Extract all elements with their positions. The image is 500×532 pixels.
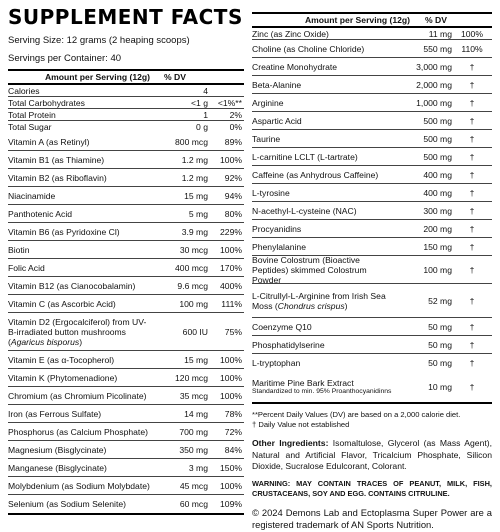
- right-nutrient-row: [252, 130, 492, 148]
- left-panel: [8, 4, 244, 515]
- nutrient-name: Manganese (Bisglycinate): [8, 462, 107, 473]
- nutrient-dv: 75%: [224, 326, 242, 337]
- nutrient-name: Total Carbohydrates: [8, 97, 85, 108]
- nutrient-dv: †: [469, 205, 475, 216]
- nutrient-dv: 111%: [221, 298, 242, 309]
- left-facts-table: [8, 69, 244, 515]
- left-nutrient-row: [8, 169, 244, 187]
- right-nutrient-row: [252, 76, 492, 94]
- nutrient-amount: 50 mg: [428, 358, 452, 368]
- nutrient-amount: 50 mg: [428, 321, 452, 332]
- dv-footnote: **Percent Daily Values (DV) are based on a 2,000 calorie diet.: [252, 410, 461, 419]
- nutrient-amount: 3.9 mg: [181, 226, 208, 237]
- nutrient-amount: 9.6 mcg: [177, 280, 208, 291]
- left-nutrient-row: [8, 277, 244, 295]
- left-nutrient-list: [8, 133, 244, 513]
- left-nutrient-row: [8, 495, 244, 513]
- nutrient-dv: 78%: [224, 408, 242, 419]
- nutrient-name: Phosphorus (as Calcium Phosphate): [8, 426, 148, 437]
- nutrient-amount: 11 mg: [428, 28, 452, 39]
- allergen-warning: WARNING: MAY CONTAIN TRACES OF PEANUT, MILK, FISH, CRUSTACEANS, SOY AND EGG. CONTAINS CITRULINE.: [252, 478, 492, 498]
- nutrient-amount: 3 mg: [188, 462, 208, 473]
- other-ingredients: [252, 438, 492, 473]
- servings-per-container: Servings per Container: 40: [8, 53, 122, 64]
- pine-bark-dv: †: [469, 382, 475, 392]
- nutrient-amount: 4: [203, 85, 208, 96]
- nutrient-dv: †: [469, 358, 475, 368]
- nutrient-amount: 1.2 mg: [181, 172, 208, 183]
- nutrient-amount: 550 mg: [423, 43, 452, 54]
- left-nutrient-row: [8, 387, 244, 405]
- nutrient-amount: 2,000 mg: [416, 79, 452, 90]
- nutrient-dv: †: [469, 97, 475, 108]
- nutrient-name: Chromium (as Chromium Picolinate): [8, 390, 147, 401]
- nutrient-amount: 800 mcg: [175, 136, 208, 147]
- nutrient-dv: †: [469, 339, 475, 350]
- nutrient-name: L-tyrosine: [252, 187, 290, 198]
- nutrient-name: Zinc (as Zinc Oxide): [252, 28, 329, 39]
- nutrient-amount: 15 mg: [184, 354, 208, 365]
- left-nutrient-row: [8, 313, 244, 351]
- nutrient-amount: 200 mg: [423, 223, 452, 234]
- nutrient-name: Vitamin B1 (as Thiamine): [8, 154, 105, 165]
- nutrient-dv: 400%: [220, 280, 242, 291]
- right-nutrient-row: [252, 40, 492, 58]
- nutrient-amount: 3,000 mg: [416, 61, 452, 72]
- nutrient-dv: 150%: [220, 462, 242, 473]
- nutrient-amount: 60 mcg: [179, 499, 208, 509]
- dv-header: % DV: [164, 72, 186, 82]
- nutrient-name: Niacinamide: [8, 190, 56, 201]
- left-nutrient-row: [8, 133, 244, 151]
- right-nutrient-row: [252, 112, 492, 130]
- nutrient-amount: 35 mcg: [179, 390, 208, 401]
- left-nutrient-row: [8, 405, 244, 423]
- nutrient-name: Vitamin C (as Ascorbic Acid): [8, 298, 116, 309]
- nutrient-amount: 400 mg: [423, 187, 452, 198]
- macro-row: [8, 109, 244, 121]
- left-nutrient-row: [8, 151, 244, 169]
- nutrient-dv: 72%: [224, 426, 242, 437]
- right-nutrient-row: [252, 166, 492, 184]
- label-title: SUPPLEMENT FACTS: [8, 5, 243, 29]
- right-nutrient-row: [252, 284, 492, 318]
- nutrient-name: Panthotenic Acid: [8, 208, 73, 219]
- dv-header: % DV: [425, 15, 447, 25]
- nutrient-amount: 100 mg: [423, 264, 452, 275]
- right-nutrient-row: [252, 256, 492, 284]
- nutrient-dv: 89%: [224, 136, 242, 147]
- right-nutrient-row: [252, 336, 492, 354]
- right-panel: [252, 4, 492, 532]
- nutrient-dv: †: [469, 115, 475, 126]
- nutrient-name: Bovine Colostrum (Bioactive Peptides) skimmed Colostrum Powder: [252, 254, 367, 285]
- nutrient-dv: 2%: [229, 109, 242, 120]
- nutrient-name: L-carnitine LCLT (L-tartrate): [252, 151, 358, 162]
- nutrient-dv: 100%: [220, 480, 242, 491]
- nutrient-amount: 400 mg: [423, 169, 452, 180]
- nutrient-dv: †: [469, 223, 475, 234]
- left-nutrient-row: [8, 295, 244, 313]
- pine-bark-name: [252, 378, 396, 396]
- nutrient-dv: †: [469, 61, 475, 72]
- nutrient-name: Iron (as Ferrous Sulfate): [8, 408, 102, 419]
- nutrient-name: Arginine: [252, 97, 284, 108]
- left-nutrient-row: [8, 259, 244, 277]
- right-facts-table: [252, 12, 492, 404]
- nutrient-name: N-acethyl-L-cysteine (NAC): [252, 205, 357, 216]
- nutrient-amount: 30 mcg: [179, 244, 208, 255]
- nutrient-amount: 120 mcg: [175, 372, 208, 383]
- nutrient-dv: 100%: [220, 372, 242, 383]
- pine-bark-row: [252, 372, 492, 402]
- left-nutrient-row: [8, 205, 244, 223]
- nutrient-dv: 229%: [220, 226, 242, 237]
- nutrient-amount: 600 IU: [182, 326, 208, 337]
- left-nutrient-row: [8, 441, 244, 459]
- nutrient-dv: †: [469, 133, 475, 144]
- nutrient-name: Vitamin B12 (as Cianocobalamin): [8, 280, 136, 291]
- right-nutrient-row: [252, 354, 492, 372]
- right-nutrient-row: [252, 220, 492, 238]
- nutrient-dv: †: [469, 295, 475, 306]
- dagger-footnote: † Daily Value not established: [252, 420, 350, 429]
- nutrient-amount: 500 mg: [423, 115, 452, 126]
- serving-size: Serving Size: 12 grams (2 heaping scoops): [8, 35, 190, 46]
- nutrient-dv: †: [469, 241, 475, 252]
- left-nutrient-row: [8, 351, 244, 369]
- copyright-notice: © 2024 Demons Lab and Ectoplasma Super Power are a registered trademark of AN Sports Nutrition.: [252, 506, 492, 530]
- nutrient-dv: 100%: [220, 390, 242, 401]
- nutrient-name: Coenzyme Q10: [252, 321, 312, 332]
- nutrient-name: Selenium (as Sodium Selenite): [8, 499, 126, 509]
- nutrient-name: Vitamin B2 (as Riboflavin): [8, 172, 107, 183]
- nutrient-dv: †: [469, 79, 475, 90]
- pine-bark-title: Maritime Pine Bark Extract: [252, 378, 354, 388]
- nutrient-amount: 700 mg: [179, 426, 208, 437]
- nutrient-name: Phosphatidylserine: [252, 339, 325, 350]
- macro-row: [8, 121, 244, 133]
- left-nutrient-row: [8, 423, 244, 441]
- right-nutrient-list: [252, 28, 492, 372]
- nutrient-name: Creatine Monohydrate: [252, 61, 338, 72]
- nutrient-name: Total Protein: [8, 109, 56, 120]
- nutrient-name: Vitamin D2 (Ergocalciferol) from UV-B-irradiated button mushrooms (Agaricus bisporus): [8, 316, 147, 347]
- nutrient-dv: 100%: [220, 354, 242, 365]
- nutrient-amount: 14 mg: [184, 408, 208, 419]
- nutrient-name: Choline (as Choline Chloride): [252, 43, 365, 54]
- right-nutrient-row: [252, 94, 492, 112]
- pine-bark-amount: 10 mg: [428, 382, 452, 392]
- nutrient-amount: <1 g: [191, 97, 208, 108]
- left-nutrient-row: [8, 241, 244, 259]
- amount-header: Amount per Serving (12g): [44, 72, 150, 82]
- right-nutrient-row: [252, 28, 492, 40]
- macro-row: [8, 97, 244, 109]
- pine-bark-standardization: Standardized to min. 95% Proanthocyanidinns: [252, 388, 392, 395]
- nutrient-amount: 300 mg: [423, 205, 452, 216]
- nutrient-amount: 500 mg: [423, 151, 452, 162]
- nutrient-amount: 50 mg: [428, 339, 452, 350]
- nutrient-name: Folic Acid: [8, 262, 45, 273]
- nutrient-name: L-tryptophan: [252, 358, 301, 368]
- macros-block: [8, 85, 244, 133]
- nutrient-name: Vitamin E (as α-Tocopherol): [8, 354, 115, 365]
- nutrient-dv: 84%: [224, 444, 242, 455]
- right-nutrient-row: [252, 148, 492, 166]
- nutrient-dv: 92%: [224, 172, 242, 183]
- nutrient-amount: 45 mcg: [179, 480, 208, 491]
- nutrient-amount: 52 mg: [428, 295, 452, 306]
- right-nutrient-row: [252, 184, 492, 202]
- nutrient-name: Magnesium (Bisglycinate): [8, 444, 107, 455]
- left-nutrient-row: [8, 187, 244, 205]
- nutrient-name: Vitamin A (as Retinyl): [8, 136, 90, 147]
- nutrient-name: L-Citrullyl-L-Arginine from Irish Sea Moss (Chondrus crispus): [252, 290, 386, 311]
- left-nutrient-row: [8, 223, 244, 241]
- nutrient-amount: 350 mg: [179, 444, 208, 455]
- nutrient-amount: 150 mg: [423, 241, 452, 252]
- nutrient-name: Phenylalanine: [252, 241, 306, 252]
- nutrient-dv: 100%: [220, 244, 242, 255]
- right-nutrient-row: [252, 58, 492, 76]
- nutrient-amount: 400 mcg: [175, 262, 208, 273]
- nutrient-dv: 0%: [229, 122, 242, 132]
- nutrient-name: Taurine: [252, 133, 281, 144]
- nutrient-name: Aspartic Acid: [252, 115, 302, 126]
- nutrient-amount: 5 mg: [188, 208, 208, 219]
- left-nutrient-row: [8, 459, 244, 477]
- macro-row: [8, 85, 244, 97]
- nutrient-dv: 110%: [461, 43, 483, 54]
- nutrient-amount: 1,000 mg: [416, 97, 452, 108]
- right-nutrient-row: [252, 238, 492, 256]
- nutrient-dv: 109%: [220, 499, 242, 509]
- nutrient-name: Vitamin K (Phytomenadione): [8, 372, 118, 383]
- left-nutrient-row: [8, 369, 244, 387]
- right-nutrient-row: [252, 318, 492, 336]
- nutrient-name: Beta-Alanine: [252, 79, 302, 90]
- nutrient-dv: 94%: [224, 190, 242, 201]
- nutrient-name: Calories: [8, 85, 40, 96]
- nutrient-name: Biotin: [8, 244, 30, 255]
- nutrient-amount: 15 mg: [184, 190, 208, 201]
- nutrient-dv: 100%: [220, 154, 242, 165]
- nutrient-dv: <1%**: [217, 97, 242, 108]
- nutrient-amount: 1: [203, 109, 208, 120]
- nutrient-name: Caffeine (as Anhydrous Caffeine): [252, 169, 379, 180]
- nutrient-amount: 0 g: [196, 122, 208, 132]
- nutrient-dv: 170%: [220, 262, 242, 273]
- amount-header: Amount per Serving (12g): [304, 15, 410, 25]
- nutrient-dv: †: [469, 169, 475, 180]
- other-ingredients-text: Isomaltulose, Glycerol (as Mass Agent), Natural and Artificial Flavor, Tricalcium Phosphate, Silicon Dioxide, Sucralose Edulcorant, Colorant.: [252, 438, 492, 471]
- nutrient-name: Procyanidins: [252, 223, 302, 234]
- right-table-header: [252, 14, 492, 28]
- nutrient-dv: †: [469, 151, 475, 162]
- nutrient-amount: 100 mg: [179, 298, 208, 309]
- nutrient-dv: †: [469, 321, 475, 332]
- nutrient-amount: 1.2 mg: [181, 154, 208, 165]
- nutrient-amount: 500 mg: [423, 133, 452, 144]
- left-table-header: [8, 71, 244, 85]
- nutrient-name: Total Sugar: [8, 122, 52, 132]
- nutrient-name: Vitamin B6 (as Pyridoxine Cl): [8, 226, 120, 237]
- nutrient-dv: †: [469, 264, 475, 275]
- nutrient-dv: 100%: [461, 28, 483, 39]
- left-nutrient-row: [8, 477, 244, 495]
- other-ingredients-label: Other Ingredients:: [252, 438, 329, 448]
- right-nutrient-row: [252, 202, 492, 220]
- nutrient-dv: 80%: [224, 208, 242, 219]
- nutrient-name: Molybdenium (as Sodium Molybdate): [8, 480, 150, 491]
- nutrient-dv: †: [469, 187, 475, 198]
